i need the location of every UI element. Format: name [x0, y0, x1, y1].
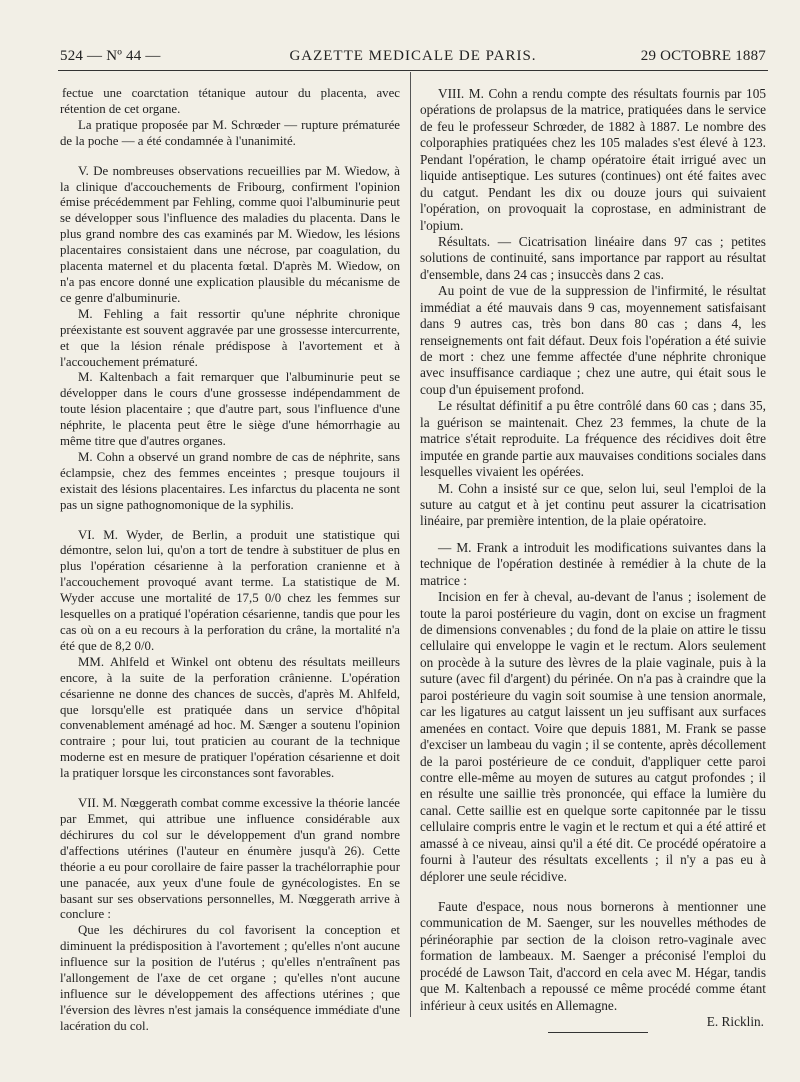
paragraph: fectue une coarctation tétanique autour du placenta, avec rétention de cet organe. [60, 86, 400, 116]
column-divider [410, 72, 411, 1017]
results-paragraph: Résultats. — Cicatrisation linéaire dans 97 cas ; petites solutions de continuité, sans importance par rapport au résultat d'ensemble, dans 24 cas ; insuccès dans 2 cas. [420, 233, 766, 282]
header-rule [58, 70, 768, 71]
section-v-paragraph: V. De nombreuses observations recueillies par M. Wiedow, à la clinique d'accouchements de Fribourg, confirment l'opinion émise précédemment par Fehling, comme quoi l'albuminurie peut se développer sous l'influence des maladies du placenta. Dans le plus grand nombre des cas examinés par M. Wiedow, les lésions placentaires consistaient dans une nécrose, par coagulation, du placenta maternel et du placenta fœtal. D'après M. Wiedow, on n'a pas encore donné une explication plausible du mécanisme de ce genre d'albuminurie. [60, 163, 400, 305]
paragraph: Que les déchirures du col favorisent la conception et diminuent la prédisposition à l'avortement ; qu'elles n'ont aucune influence sur la position de l'utérus ; qu'elles n'entraînent pas l'allongement de l'axe de cet organe ; qu'elles n'ont aucune influence sur le développement des affections utérines ; que l'éversion des lèvres n'est jamais la conséquence immédiate d'une lacération du col. [60, 923, 400, 1033]
paragraph: M. Fehling a fait ressortir qu'une néphrite chronique préexistante est souvent aggravée par une grossesse intercurrente, et que la lésion rénale prédispose à l'avortement et à l'accouchement prématuré. [60, 306, 400, 369]
journal-title: GAZETTE MEDICALE DE PARIS. [289, 48, 537, 64]
section-vi-paragraph: VI. M. Wyder, de Berlin, a produit une statistique qui démontre, selon lui, qu'on a tort de tendre à substituer de plus en plus l'opération césarienne à la perforation cranienne et à l'accouchement provoqué avant terme. La statistique de M. Wyder accuse une mortalité de 17,5 0/0 chez les femmes sur lesquelles on a pratiqué l'opération césarienne, tandis que pour les cas où on a eu recours à la perforation du crâne, la mortalité n'a été que de 8,2 0/0. [60, 527, 400, 653]
paragraph: M. Cohn a insisté sur ce que, selon lui, seul l'emploi de la suture au catgut et à jet continu peut assurer la cicatrisation linéaire, par première intention, de la plaie opératoire. [420, 480, 766, 529]
paragraph: M. Cohn a observé un grand nombre de cas de néphrite, sans éclampsie, chez des femmes enceintes ; presque toujours il existait des lésions placentaires. Les infarctus du placenta ne sont pas un signe pathognomonique de la syphilis. [60, 449, 400, 512]
issue-date: 29 OCTOBRE 1887 [640, 48, 766, 64]
paragraph: La pratique proposée par M. Schrœder — rupture prématurée de la poche — a été condamnée à l'unanimité. [60, 117, 400, 148]
right-column [420, 86, 766, 1031]
page-number: 524 — Nº 44 — [60, 48, 161, 64]
end-rule [548, 1032, 648, 1033]
paragraph: MM. Ahlfeld et Winkel ont obtenu des résultats meilleurs encore, à la suite de la perforation crânienne. L'opération césarienne ne donne des chances de succès, d'après M. Ahlfeld, que lorsqu'elle est pratiquée dans un service d'hôpital convenablement aménagé ad hoc. M. Sænger a soutenu l'opinion contraire ; pour lui, tout praticien au courant de la technique moderne est en mesure de pratiquer l'opération césarienne et doit la pratiquer lorsque les circonstances sont favorables. [60, 654, 400, 781]
closing-paragraph: Faute d'espace, nous nous bornerons à mentionner une communication de M. Saenger, sur les nouvelles méthodes de périnéoraphie par section de la cloison retro-vaginale avec formation de lambeaux. M. Saenger a préconisé l'emploi du procédé de Lawson Tait, d'accord en cela avec M. Hégar, tandis que M. Kaltenbach a repoussé ce même procédé comme étant inférieur à ceux usités en Allemagne. [420, 899, 766, 1013]
left-column [60, 86, 400, 1035]
section-vii-paragraph: VII. M. Nœggerath combat comme excessive la théorie lancée par Emmet, qui attribue une influence considérable aux déchirures du col sur le développement d'un grand nombre d'affections utérines (l'auteur en énumère jusqu'à 26). Cette théorie a eu pour corollaire de faire passer la trachélorraphie pour une panacée, aux yeux d'une foule de gynécologistes. En se basant sur ses observations personnelles, M. Nœggerath arrive à conclure : [60, 796, 400, 922]
section-viii-paragraph: VIII. M. Cohn a rendu compte des résultats fournis par 105 opérations de prolapsus de la matrice, pratiquées dans le service de feu le professeur Schrœder, de 1882 à 1887. Le nombre des colporaphies pratiquées chez les 105 malades s'est élevé à 123. Pendant l'opération, le champ opératoire était irrigué avec un liquide antiseptique. Les sutures (continues) ont été faites avec du catgut. Pendant les dix ou douze jours qui suivaient l'opération, on provoquait la coprostase, en administrant de l'opium. [420, 86, 766, 233]
paragraph: Le résultat définitif a pu être contrôlé dans 60 cas ; dans 35, la guérison se maintenait. Chez 23 femmes, la chute de la matrice s'était reproduite. La fréquence des récidives doit être imputée en grande partie aux mauvaises conditions sociales dans lesquelles vivaient les opérées. [420, 398, 766, 480]
frank-paragraph: — M. Frank a introduit les modifications suivantes dans la technique de l'opération destinée à remédier à la chute de la matrice : [420, 539, 766, 588]
page-header [60, 48, 766, 68]
paragraph: Au point de vue de la suppression de l'infirmité, le résultat immédiat a été mauvais dans 9 cas, moyennement satisfaisant dans 9 autres cas, très bon dans 80 cas ; dans 4, les renseignements ont fait défaut. Deux fois l'opération a été suivie de mort : chez une femme affectée d'une néphrite chronique avec insuffisance cardiaque ; chez une autre, qui était sous le coup d'un épuisement profond. [420, 283, 766, 397]
author-signature: E. Ricklin. [706, 1014, 764, 1030]
paragraph: Incision en fer à cheval, au-devant de l'anus ; isolement de toute la paroi postérieure du vagin, dont on excise un fragment de dimensions convenables ; du fond de la plaie on attire le tissu cellulaire qui enveloppe le vagin et le rectum. Alors seulement on procède à la suture des lèvres de la plaie vaginale, puis à la suture (avec fil d'argent) du périnée. On n'a pas à craindre que la paroi postérieure du vagin soit soumise à une tension anormale, car les ligatures au catgut laissent un jeu suffisant aux surfaces amenées en contact. Voire que depuis 1881, M. Frank se passe d'exciser un lambeau du vagin ; il se contente, après décollement de la paroi postérieure de ce conduit, d'appliquer cette paroi contre elle-même au moyen de sutures au catgut profondes ; il en résulte une saillie très prononcée, qui efface la lumière du canal. Cette saillie est en quelque sorte capitonnée par le tissu cellulaire compris entre le vagin et le rectum et qui a été attiré et amassé à ce niveau, ainsi qu'il a été dit. Ce procédé opératoire a fourni à l'auteur des résultats excellents ; il n'y a pas eu à déplorer une seule récidive. [420, 589, 766, 884]
paragraph: M. Kaltenbach a fait remarquer que l'albuminurie peut se développer dans le cours d'une grossesse indépendamment de toute lésion placentaire ; que d'autre part, sous l'influence d'une néphrite, le placenta peut être le siège d'une hémorrhagie au même titre que d'autres organes. [60, 370, 400, 449]
